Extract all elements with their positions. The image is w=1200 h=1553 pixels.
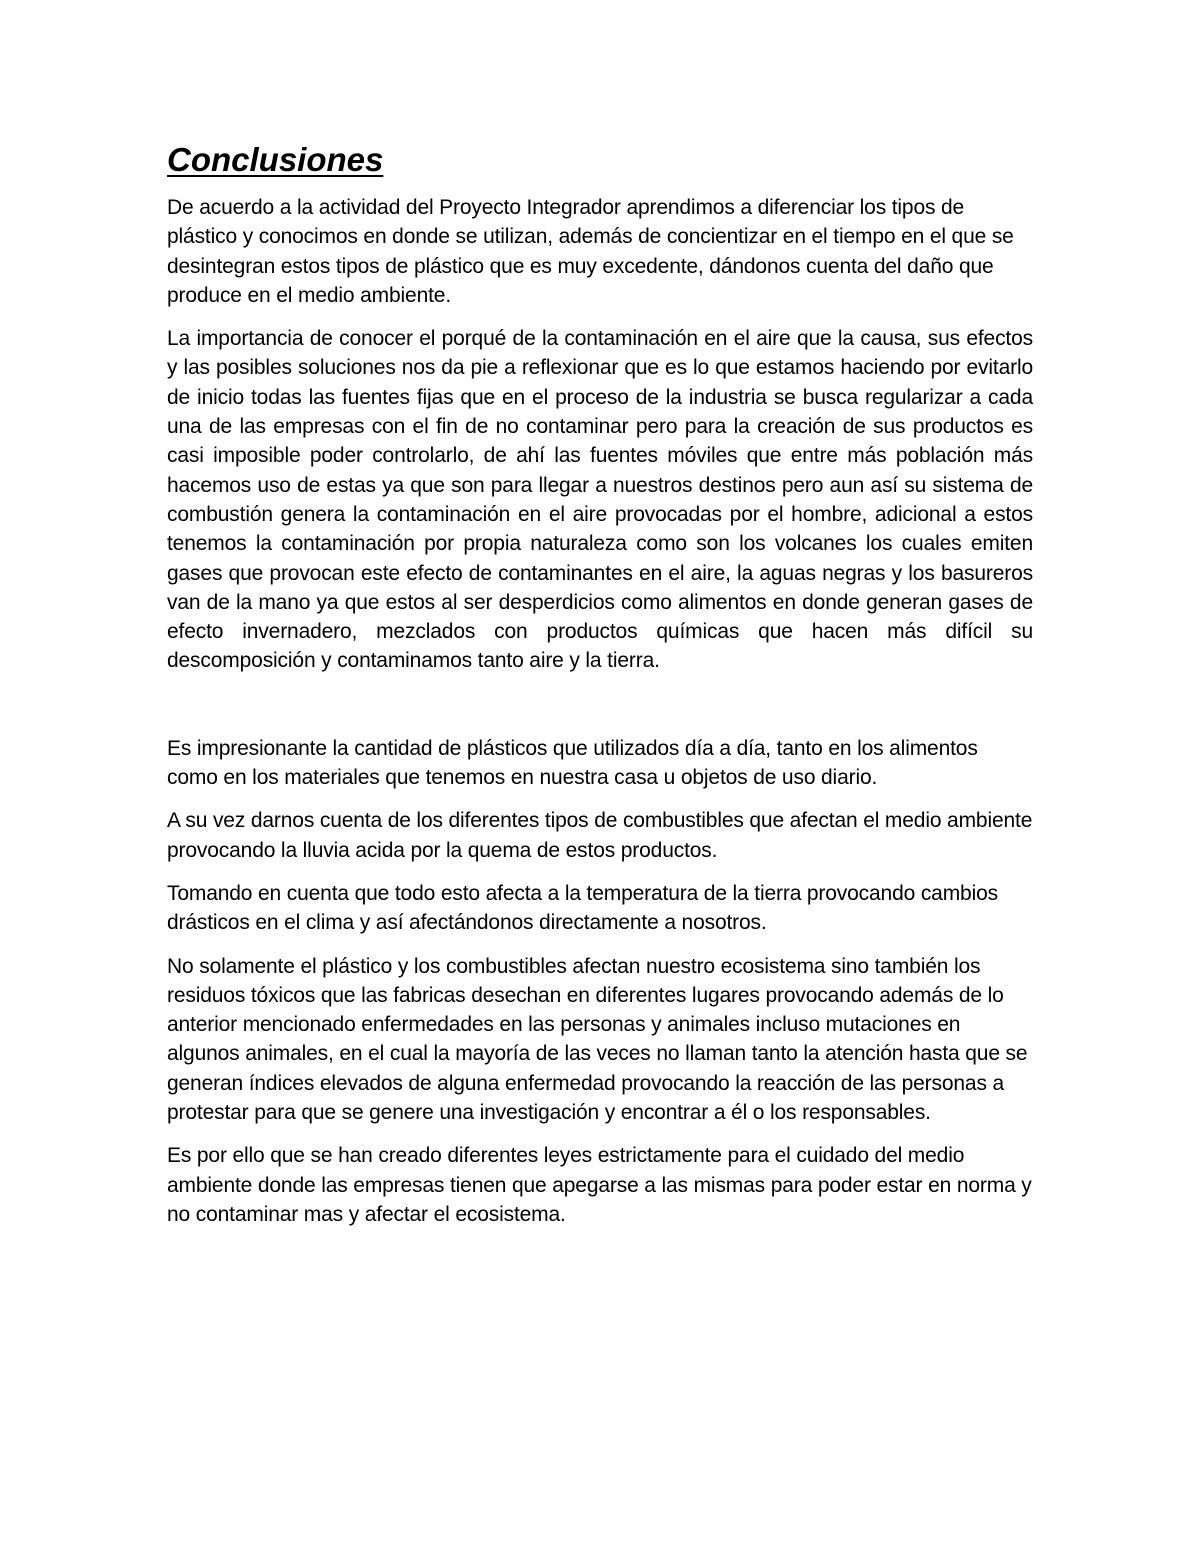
paragraph-4: A su vez darnos cuenta de los diferentes tipos de combustibles que afectan el medio ambiente provocando la lluvia acida por la quema de estos productos. <box>167 809 1033 862</box>
document-title: Conclusiones <box>167 141 384 178</box>
document-page <box>167 138 1033 1243</box>
paragraph-6: No solamente el plástico y los combustibles afectan nuestro ecosistema sino también los residuos tóxicos que las fabricas desechan en diferentes lugares provocando además de lo anterior mencionado enfermedades en las personas y animales incluso mutaciones en algunos animales, en el cual la mayoría de las veces no llaman tanto la atención hasta que se generan índices elevados de alguna enfermedad provocando la reacción de las personas a protestar para que se genere una investigación y encontrar a él o los responsables. <box>167 954 1028 1125</box>
paragraph-5: Tomando en cuenta que todo esto afecta a la temperatura de la tierra provocando cambios drásticos en el clima y así afectándonos directamente a nosotros. <box>167 881 998 935</box>
paragraph-2: La importancia de conocer el porqué de la contaminación en el aire que la causa, sus efectos y las posibles soluciones nos da pie a reflexionar que es lo que estamos haciendo por evitarlo de inicio todas las fuentes fijas que en el proceso de la industria se busca regularizar a cada una de las empresas con el fin de no contaminar pero para la creación de sus productos es casi imposible poder controlarlo, de ahí las fuentes móviles que entre más población más hacemos uso de estas ya que son para llegar a nuestros destinos pero aun así su sistema de combustión genera la contaminación en el aire provocadas por el hombre, adicional a estos tenemos la contaminación por propia naturaleza como son los volcanes los cuales emiten gases que provocan este efecto de contaminantes en el aire, la aguas negras y los basureros van de la mano ya que estos al ser desperdicios como alimentos en donde generan gases de efecto invernadero, mezclados con productos químicas que hacen más difícil su descomposición y contaminamos tanto aire y la tierra. <box>167 327 1033 673</box>
paragraph-1: De acuerdo a la actividad del Proyecto Integrador aprendimos a diferenciar los tipos de plástico y conocimos en donde se utilizan, además de concientizar en el tiempo en el que se desintegran estos tipos de plástico que es muy excedente, dándonos cuenta del daño que produce en el medio ambiente. <box>167 196 1014 307</box>
paragraph-spacer <box>167 690 1033 734</box>
paragraph-7: Es por ello que se han creado diferentes leyes estrictamente para el cuidado del medio ambiente donde las empresas tienen que apegarse a las mismas para poder estar en norma y no contaminar mas y afectar el ecosistema. <box>167 1144 1032 1226</box>
paragraph-3: Es impresionante la cantidad de plásticos que utilizados día a día, tanto en los alimentos como en los materiales que tenemos en nuestra casa u objetos de uso diario. <box>167 736 978 790</box>
